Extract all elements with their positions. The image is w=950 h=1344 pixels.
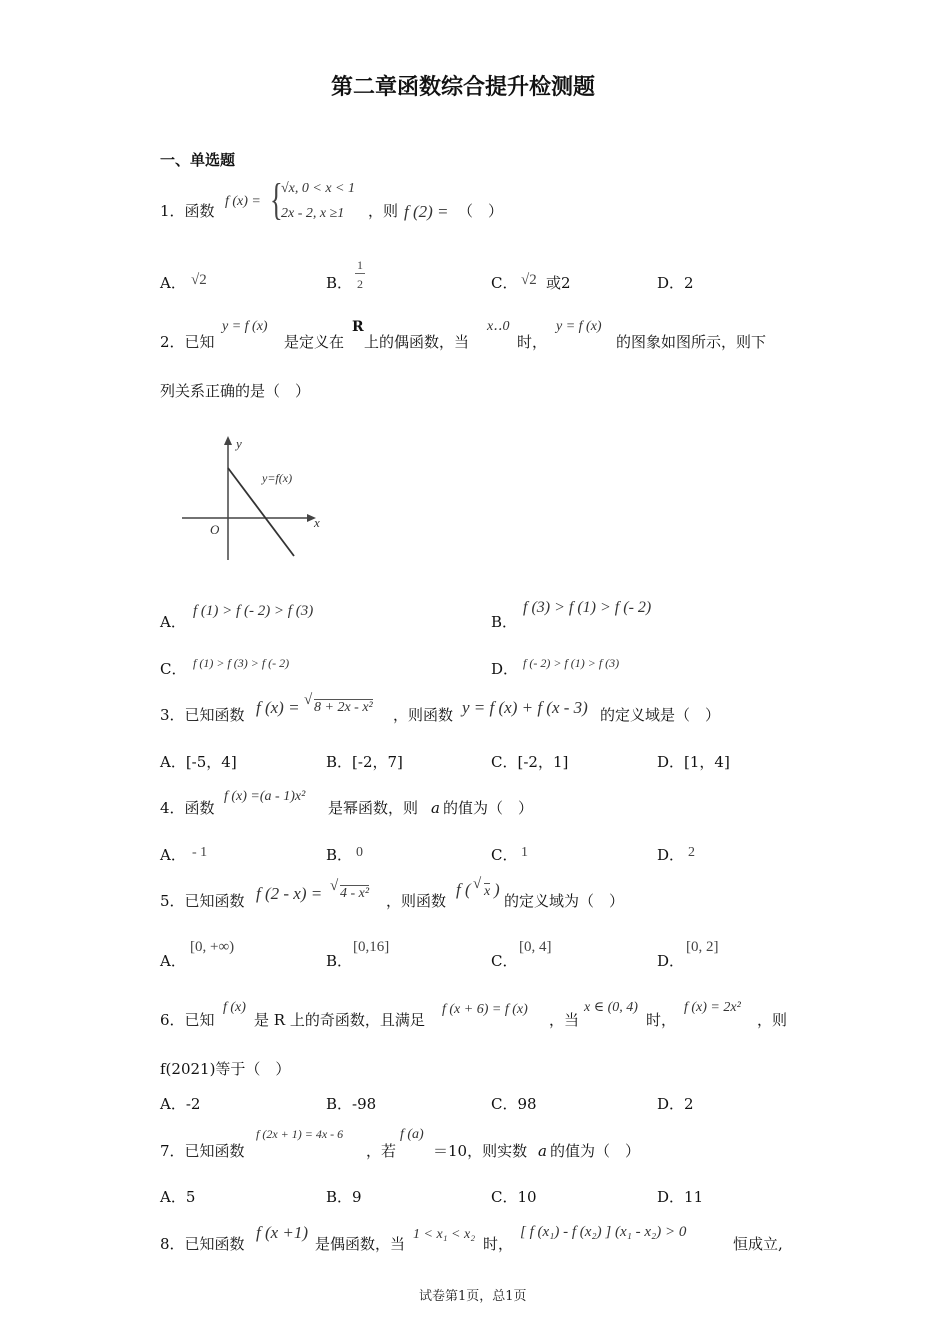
q5-math-2-post: ) [494,880,500,899]
q5-option-d: [0, 2] [686,939,719,955]
q7-option-b: B．9 [326,1188,362,1206]
q5-option-a: [0, +∞) [190,939,235,955]
q7-math-1: f (2x + 1) = 4x - 6 [256,1127,344,1141]
q4-var-a: a [431,799,440,817]
q4-math: f (x) =(a - 1)x² [224,789,306,804]
q4-number: 4．函数 [160,799,215,817]
q5-number: 5．已知函数 [160,892,245,910]
q8-math-2: 1 < x₁ < x₂ [413,1227,476,1242]
q2-option-d: f (- 2) > f (1) > f (3) [523,656,620,670]
q4-option-d: 2 [688,845,695,860]
q4-option-b: 0 [356,845,363,860]
origin-label: O [210,522,220,537]
q1-option-d: D．2 [657,274,694,292]
q1-case-2: 2x - 2, x ≥1 [281,206,345,221]
page-title: 第二章函数综合提升检测题 [331,74,596,100]
q2-option-c: f (1) > f (3) > f (- 2) [193,656,290,670]
q1-option-c-label: C． [491,274,518,292]
q7-text-2: ＝10，则实数 [433,1142,528,1160]
q8-math-1: f (x +1) [256,1223,309,1242]
q2-number: 2．已知 [160,333,215,351]
q2-option-c-label: C． [160,660,187,678]
sqrt-sign: √ [330,878,339,894]
q7-option-d: D．11 [657,1188,704,1206]
q5-text-2: 的定义域为（ ） [504,892,625,910]
q2-option-a: f (1) > f (- 2) > f (3) [193,603,314,619]
q4-text-2: 的值为（ ） [443,799,534,817]
q4-option-d-label: D． [657,846,685,864]
q6-option-c: C．98 [491,1095,537,1113]
q8-text-1: 是偶函数，当 [315,1235,406,1253]
q5-text-1: ，则函数 [386,892,447,910]
q2-text-1: 是定义在 [284,333,345,351]
q1-blank: （ ） [458,202,504,220]
q2-option-b-label: B． [491,613,518,631]
q6-math-1: f (x) [223,1000,246,1015]
x-axis-label: x [314,515,320,530]
q3-text-1: ，则函数 [393,706,454,724]
q6-math-2: f (x + 6) = f (x) [442,1002,528,1017]
q1-f2: f (2) = [404,202,449,221]
q5-option-c: [0, 4] [519,939,552,955]
q8-text-2: 时， [483,1235,514,1253]
q5-option-d-label: D． [657,952,685,970]
q3-math-2: y = f (x) + f (x - 3) [462,698,588,717]
q6-option-b: B．-98 [326,1095,377,1113]
q7-option-a: A．5 [160,1188,196,1206]
q2-text-2: 上的偶函数，当 [364,333,470,351]
q3-number: 3．已知函数 [160,706,245,724]
q7-math-2: f (a) [400,1127,424,1142]
q1-option-b-label: B． [326,274,353,292]
q7-number: 7．已知函数 [160,1142,245,1160]
q4-option-a-label: A． [160,846,186,864]
q1-option-a-label: A． [160,274,186,292]
q6-option-a: A．-2 [160,1095,201,1113]
q6-math-3: x ∈ (0, 4) [584,1000,638,1015]
q6-number: 6．已知 [160,1011,215,1029]
q3-radicand: 8 + 2x - x² [314,700,373,715]
q5-option-c-label: C． [491,952,518,970]
q4-option-b-label: B． [326,846,353,864]
q4-option-c: 1 [521,845,528,860]
q3-option-d: D．[1，4] [657,753,730,771]
q1-option-c-text: 或2 [546,274,571,292]
q8-math-3: [ f (x₁) - f (x₂) ] (x₁ - x₂) > 0 [520,1224,687,1240]
q3-option-b: B．[-2，7] [326,753,403,771]
q2-math-2: x‥0 [487,319,510,334]
fraction-bar [355,273,365,274]
piecewise-brace: { [270,175,283,224]
q5-option-a-label: A． [160,952,186,970]
q2-text-3: 时， [517,333,548,351]
q1-function: f (x) = [225,194,261,209]
q2-R: R [352,319,364,335]
sqrt-sign: √ [304,692,313,708]
q8-text-3: 恒成立, [733,1235,783,1253]
q5-math-2-pre: f ( [456,880,471,899]
q2-option-a-label: A． [160,613,186,631]
q1-option-c: √2 [521,272,537,288]
y-axis-label: y [236,436,242,451]
q7-option-c: C．10 [491,1188,537,1206]
q6-text-2: ，当 [549,1011,580,1029]
q2-text-line2: 列关系正确的是（ ） [160,382,311,400]
section-heading: 一、单选题 [160,151,236,169]
q1-option-a: √2 [191,272,207,288]
q6-text-line2: f(2021)等于（ ） [160,1060,291,1078]
q6-math-4: f (x) = 2x² [684,1000,741,1015]
q5-math-1: f (2 - x) = [256,884,323,903]
q5-option-b: [0,16] [353,939,390,955]
sqrt-sign: √ [473,876,482,892]
q4-text-1: 是幂函数，则 [328,799,419,817]
q2-text-4: 的图象如图所示，则下 [616,333,767,351]
q6-option-d: D．2 [657,1095,694,1113]
q2-math-3: y = f (x) [556,319,602,334]
q1-number: 1．函数 [160,202,215,220]
q2-graph [176,432,336,564]
q8-number: 8．已知函数 [160,1235,245,1253]
q7-var-a: a [538,1142,547,1160]
q5-option-b-label: B． [326,952,353,970]
q6-text-4: ，则 [757,1011,788,1029]
q6-text-1: 是 R 上的奇函数，且满足 [254,1011,425,1029]
q2-math-1: y = f (x) [222,319,268,334]
q7-text-3: 的值为（ ） [550,1142,641,1160]
q3-option-c: C．[-2，1] [491,753,569,771]
q1-option-b-numerator: 1 [357,258,363,272]
q5-radicand: 4 - x² [340,886,370,901]
q6-text-3: 时， [646,1011,677,1029]
q2-option-b: f (3) > f (1) > f (- 2) [523,599,652,616]
q2-option-d-label: D． [491,660,519,678]
q1-text: ，则 [368,202,399,220]
q3-math-1: f (x) = [256,698,300,717]
y-axis-arrow [224,436,232,445]
q7-text-1: ，若 [366,1142,397,1160]
curve-label: y=f(x) [262,471,293,485]
page-footer: 试卷第1页，总1页 [419,1289,527,1304]
q1-case-1: √x, 0 < x < 1 [281,181,356,196]
q3-text-2: 的定义域是（ ） [600,706,721,724]
q3-option-a: A．[-5，4] [160,753,237,771]
q1-option-b-denominator: 2 [357,277,363,291]
q5-math-2-root: x [484,884,491,899]
q4-option-a: - 1 [192,845,208,860]
q4-option-c-label: C． [491,846,518,864]
